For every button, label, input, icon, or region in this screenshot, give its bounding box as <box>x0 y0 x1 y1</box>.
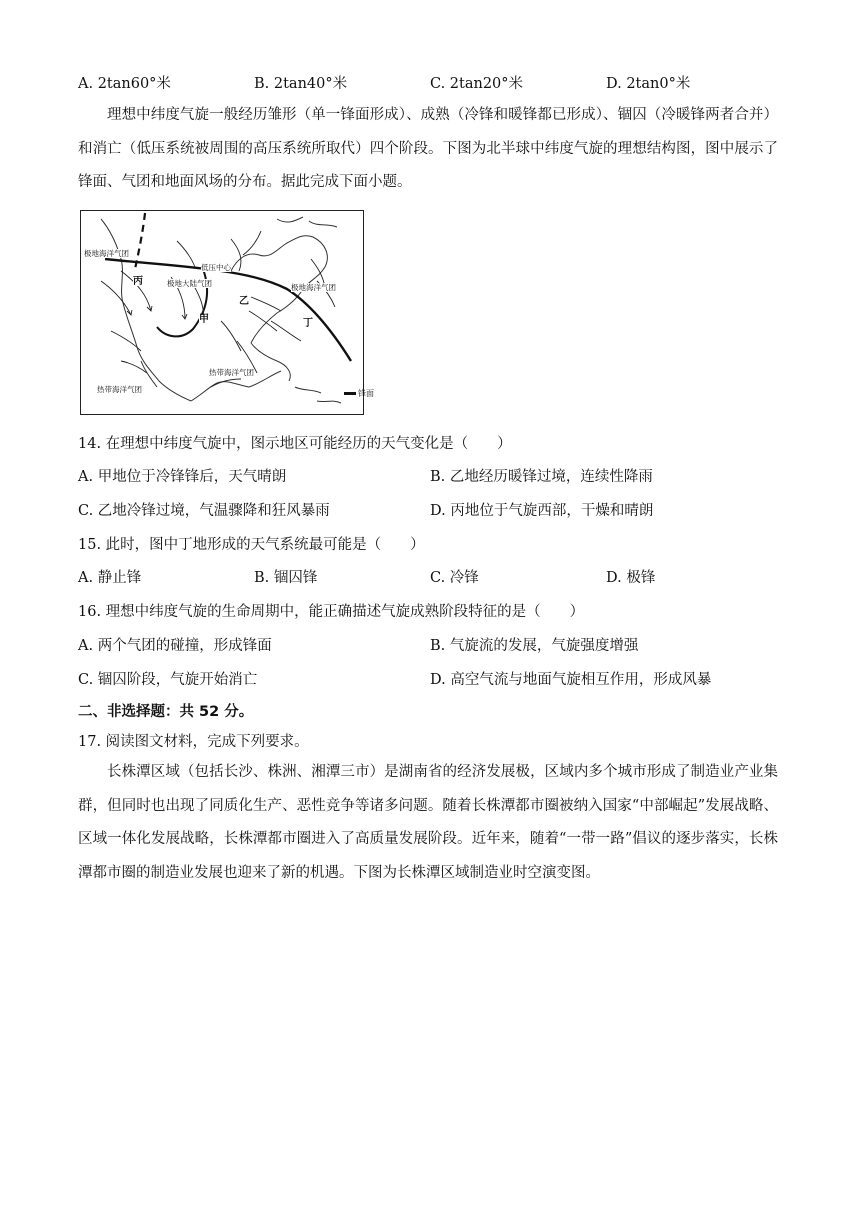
q16-stem: 16. 理想中纬度气旋的生命周期中，能正确描述气旋成熟阶段特征的是（ ） <box>78 604 585 620</box>
q13-option-c: C. 2tan20°米 <box>430 76 524 92</box>
label-tropical-sea-east: 热带海洋气团 <box>209 368 254 377</box>
q15-option-a: A. 静止锋 <box>78 570 142 586</box>
q15-option-b: B. 锢囚锋 <box>254 570 318 586</box>
label-polar-sea-west: 极地海洋气团 <box>84 249 129 258</box>
q17-stem: 17. 阅读图文材料，完成下列要求。 <box>78 734 309 750</box>
label-ding: 丁 <box>303 318 313 329</box>
label-jia: 甲 <box>199 314 209 325</box>
q15-stem: 15. 此时，图中丁地形成的天气系统最可能是（ ） <box>78 537 425 553</box>
label-yi: 乙 <box>239 296 249 307</box>
section-heading: 二、非选择题：共 52 分。 <box>78 704 254 720</box>
label-polar-continental: 极地大陆气团 <box>167 279 212 288</box>
q16-option-d: D. 高空气流与地面气旋相互作用，形成风暴 <box>430 672 712 688</box>
label-tropical-sea-west: 热带海洋气团 <box>97 385 142 394</box>
q14-stem: 14. 在理想中纬度气旋中，图示地区可能经历的天气变化是（ ） <box>78 436 512 452</box>
q17-material <box>78 756 778 890</box>
intro-paragraph <box>78 99 778 200</box>
q14-option-c: C. 乙地冷锋过境，气温骤降和狂风暴雨 <box>78 503 330 519</box>
q15-option-c: C. 冷锋 <box>430 570 479 586</box>
map-legend <box>344 388 374 399</box>
q14-option-a: A. 甲地位于冷锋锋后，天气晴朗 <box>78 469 287 485</box>
q16-option-a: A. 两个气团的碰撞，形成锋面 <box>78 638 272 654</box>
front-legend-line <box>344 392 356 395</box>
label-polar-sea-east: 极地海洋气团 <box>291 283 336 292</box>
q14-option-d: D. 丙地位于气旋西部，干燥和晴朗 <box>430 503 654 519</box>
q15-option-d: D. 极锋 <box>606 570 656 586</box>
label-bing: 丙 <box>133 276 143 287</box>
intro-text: 理想中纬度气旋一般经历雏形（单一锋面形成）、成熟（冷锋和暖锋都已形成）、锢囚（冷暖锋两者合并）和消亡（低压系统被周围的高压系统所取代）四个阶段。下图为北半球中纬度气旋的理想结构图，图中展示了锋面、气团和地面风场的分布。据此完成下面小题。 <box>78 107 778 190</box>
cyclone-map-figure <box>80 210 364 415</box>
q16-option-c: C. 锢囚阶段，气旋开始消亡 <box>78 672 258 688</box>
q13-option-b: B. 2tan40°米 <box>254 76 348 92</box>
q16-option-b: B. 气旋流的发展，气旋强度增强 <box>430 638 639 654</box>
q13-option-a: A. 2tan60°米 <box>78 76 171 92</box>
q14-option-b: B. 乙地经历暖锋过境，连续性降雨 <box>430 469 653 485</box>
cyclone-map-drawing <box>81 211 363 414</box>
q13-option-d: D. 2tan0°米 <box>606 76 691 92</box>
legend-label: 锋面 <box>358 389 374 398</box>
label-low-center: 低压中心 <box>201 263 231 272</box>
q17-text: 长株潭区域（包括长沙、株洲、湘潭三市）是湖南省的经济发展极，区域内多个城市形成了制造业产业集群，但同时也出现了同质化生产、恶性竞争等诸多问题。随着长株潭都市圈被纳入国家“中部崛起”发展战略、区域一体化发展战略，长株潭都市圈进入了高质量发展阶段。近年来，随着“一带一路”倡议的逐步落实，长株潭都市圈的制造业发展也迎来了新的机遇。下图为长株潭区域制造业时空演变图。 <box>78 764 778 881</box>
